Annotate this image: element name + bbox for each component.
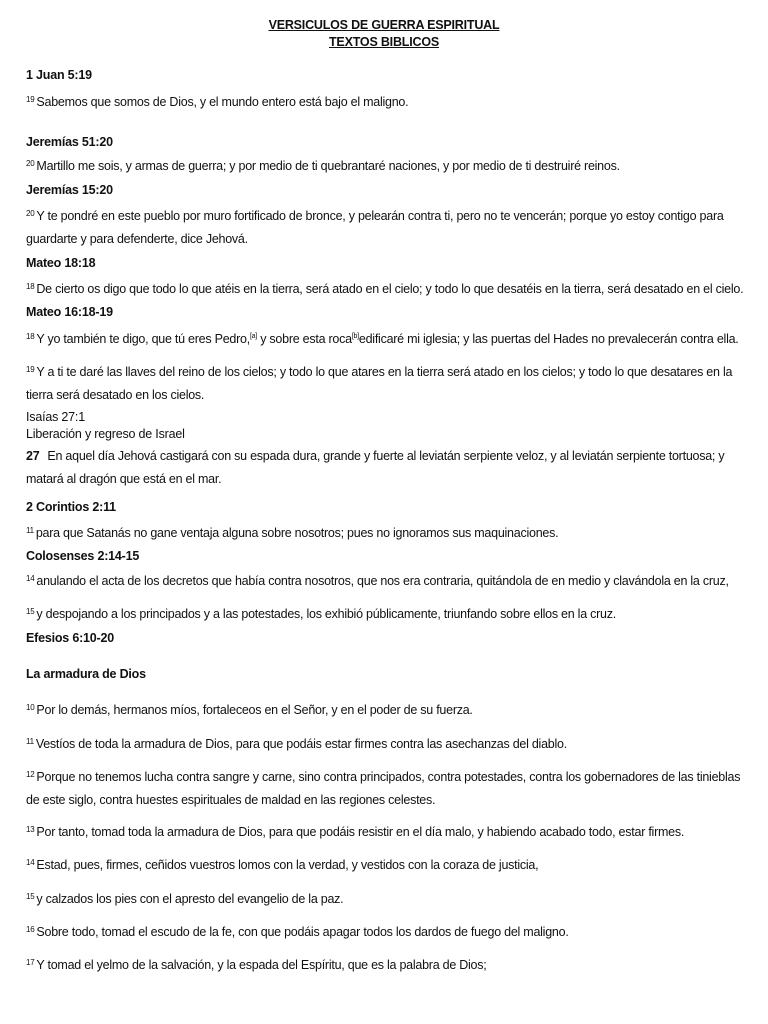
verse-colosenses-15 <box>26 600 744 626</box>
verse-colosenses-14 <box>26 567 744 593</box>
verse-number: 12 <box>26 770 35 779</box>
reference-2-corintios-2-11: 2 Corintios 2:11 <box>26 500 116 514</box>
reference-jeremias-51-20: Jeremías 51:20 <box>26 135 113 149</box>
reference-1-juan-5-19: 1 Juan 5:19 <box>26 68 92 82</box>
verse-text: para que Satanás no gane ventaja alguna sobre nosotros; pues no ignoramos sus maquinaciones. <box>35 526 559 540</box>
verse-number: 14 <box>26 574 35 583</box>
verse-efesios-15 <box>26 885 744 911</box>
verse-corintios-11 <box>26 519 744 545</box>
verse-mateo18-18 <box>26 275 744 301</box>
verse-number: 18 <box>26 332 35 341</box>
reference-colosenses-2-14-15: Colosenses 2:14-15 <box>26 549 140 563</box>
verse-number: 17 <box>26 958 35 967</box>
title-line-1: VERSICULOS DE GUERRA ESPIRITUAL <box>268 18 500 32</box>
verse-isaias-27-1 <box>26 445 744 491</box>
verse-text: Porque no tenemos lucha contra sangre y carne, sino contra principados, contra potestades, contra los gobernadores de las tinieblas de este siglo, contra huestes espirituales de maldad en las regiones celestes. <box>26 770 741 807</box>
document-body <box>26 0 744 1024</box>
verse-jeremias15-20 <box>26 202 744 251</box>
verse-efesios-11 <box>26 730 744 756</box>
verse-text-part-2: y sobre esta roca <box>256 332 352 346</box>
reference-mateo-16-18-19: Mateo 16:18-19 <box>26 305 113 319</box>
verse-text: Por tanto, tomad toda la armadura de Dios, para que podáis resistir en el día malo, y habiendo acabado todo, estar firmes. <box>36 825 685 839</box>
title-line-2: TEXTOS BIBLICOS <box>329 35 439 49</box>
section-subheading-armadura: La armadura de Dios <box>26 667 146 681</box>
verse-text-part-3: edificaré mi iglesia; y las puertas del Hades no prevalecerán contra ella. <box>358 332 739 346</box>
verse-number: 20 <box>26 159 35 168</box>
verse-jeremias51-20 <box>26 152 744 178</box>
verse-efesios-10 <box>26 696 744 722</box>
reference-efesios-6-10-20: Efesios 6:10-20 <box>26 631 115 645</box>
verse-number: 20 <box>26 209 35 218</box>
verse-efesios-13 <box>26 818 744 844</box>
footnote-b-link[interactable]: [b] <box>351 333 359 340</box>
verse-efesios-17 <box>26 951 744 977</box>
verse-text: Martillo me sois, y armas de guerra; y por medio de ti quebrantaré naciones, y por medio de ti destruiré reinos. <box>36 159 620 173</box>
verse-text: Y tomad el yelmo de la salvación, y la espada del Espíritu, que es la palabra de Dios; <box>36 958 487 972</box>
verse-number: 15 <box>26 607 35 616</box>
verse-text: Sobre todo, tomad el escudo de la fe, con que podáis apagar todos los dardos de fuego del maligno. <box>36 925 569 939</box>
verse-text: En aquel día Jehová castigará con su espada dura, grande y fuerte al leviatán serpiente veloz, y al leviatán serpiente tortuosa; y matará al dragón que está en el mar. <box>26 449 725 486</box>
verse-efesios-12 <box>26 763 744 812</box>
verse-number: 19 <box>26 365 35 374</box>
verse-text: y despojando a los principados y a las potestades, los exhibió públicamente, triunfando sobre ellos en la cruz. <box>36 607 616 621</box>
chapter-number: 27 <box>26 449 40 463</box>
verse-number: 11 <box>26 737 34 746</box>
section-subtitle-israel: Liberación y regreso de Israel <box>26 427 185 441</box>
reference-isaias-27-1: Isaías 27:1 <box>26 410 85 424</box>
verse-text: Sabemos que somos de Dios, y el mundo entero está bajo el maligno. <box>36 95 409 109</box>
verse-text: De cierto os digo que todo lo que atéis en la tierra, será atado en el cielo; y todo lo que desatéis en la tierra, será desatado en el cielo. <box>36 282 744 296</box>
verse-number: 11 <box>26 526 34 535</box>
verse-text-part-1: Y yo también te digo, que tú eres Pedro, <box>36 332 250 346</box>
verse-mateo16-19 <box>26 358 744 407</box>
verse-text: Y a ti te daré las llaves del reino de los cielos; y todo lo que atares en la tierra será atado en los cielos; y todo lo que desatares en la tierra será desatado en los cielos. <box>26 365 733 402</box>
verse-text: Vestíos de toda la armadura de Dios, para que podáis estar firmes contra las asechanzas del diablo. <box>35 737 567 751</box>
reference-jeremias-15-20: Jeremías 15:20 <box>26 183 113 197</box>
verse-number: 18 <box>26 282 35 291</box>
verse-text: y calzados los pies con el apresto del evangelio de la paz. <box>36 892 344 906</box>
verse-text: Estad, pues, firmes, ceñidos vuestros lomos con la verdad, y vestidos con la coraza de justicia, <box>36 858 539 872</box>
verse-text: Por lo demás, hermanos míos, fortaleceos en el Señor, y en el poder de su fuerza. <box>36 703 473 717</box>
verse-number: 19 <box>26 95 35 104</box>
verse-text: anulando el acta de los decretos que había contra nosotros, que nos era contraria, quitándola de en medio y clavándola en la cruz, <box>36 574 729 588</box>
verse-efesios-16 <box>26 918 744 944</box>
verse-juan-19 <box>26 88 744 114</box>
verse-efesios-14 <box>26 851 744 877</box>
verse-text: Y te pondré en este pueblo por muro fortificado de bronce, y pelearán contra ti, pero no te vencerán; porque yo estoy contigo para guardarte y para defenderte, dice Jehová. <box>26 209 724 246</box>
footnote-a-link[interactable]: [a] <box>249 333 257 340</box>
reference-mateo-18-18: Mateo 18:18 <box>26 256 96 270</box>
verse-number: 13 <box>26 825 35 834</box>
verse-number: 15 <box>26 892 35 901</box>
verse-number: 14 <box>26 858 35 867</box>
verse-number: 16 <box>26 925 35 934</box>
verse-number: 10 <box>26 703 35 712</box>
verse-mateo16-18 <box>26 325 744 351</box>
